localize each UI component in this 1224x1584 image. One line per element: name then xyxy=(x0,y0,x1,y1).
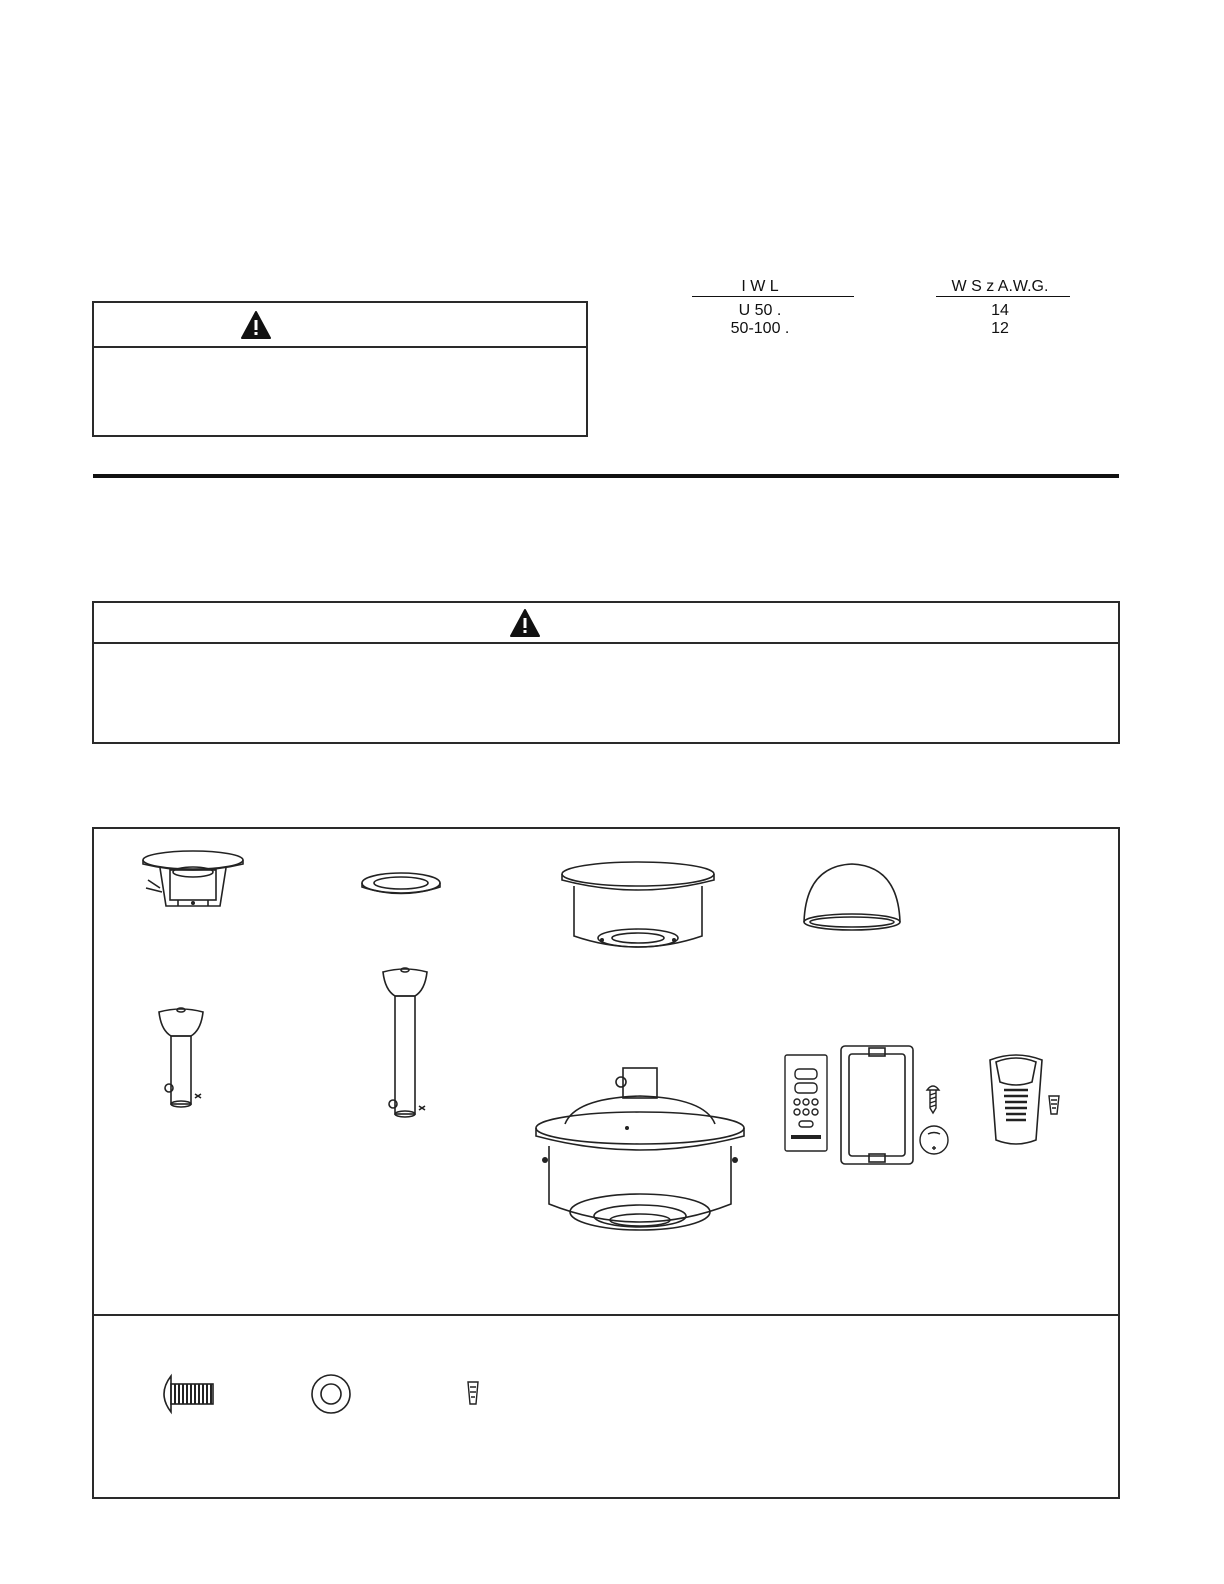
washer-illustration xyxy=(310,1373,352,1415)
wire-length-cell: U 50 . xyxy=(738,302,782,319)
wire-nut-illustration xyxy=(1047,1094,1061,1116)
warning-box-2 xyxy=(92,601,1120,744)
screw-illustration xyxy=(925,1084,941,1114)
warning-triangle-icon xyxy=(241,311,271,339)
bolt-illustration xyxy=(157,1374,217,1414)
hanger-bracket-illustration xyxy=(138,848,248,913)
wire-table-row xyxy=(660,320,1120,340)
warning-triangle-icon xyxy=(510,609,540,637)
warning-box-header xyxy=(94,603,1118,644)
wall-plate-illustration xyxy=(839,1044,915,1166)
wire-gauge-cell: 12 xyxy=(991,320,1009,337)
warning-box-header xyxy=(94,303,586,348)
remote-transmitter-illustration xyxy=(783,1053,829,1153)
fan-motor-assembly-illustration xyxy=(535,1064,745,1244)
wire-table-header-size: W S z A.W.G. xyxy=(951,278,1049,295)
header-underline-1 xyxy=(692,296,854,297)
glass-shade-illustration xyxy=(800,860,904,932)
wire-table-row xyxy=(660,302,1120,322)
wire-table-header-length: I W L xyxy=(741,278,779,295)
wire-length-cell: 50-100 . xyxy=(730,320,790,337)
wire-gauge-cell: 14 xyxy=(991,302,1009,319)
header-underline-2 xyxy=(936,296,1070,297)
motor-housing-canopy-illustration xyxy=(560,860,716,952)
battery-illustration xyxy=(918,1124,950,1156)
canopy-trim-ring-illustration xyxy=(360,870,442,898)
receiver-illustration xyxy=(988,1050,1044,1148)
short-downrod-illustration xyxy=(155,1006,207,1110)
warning-box-1 xyxy=(92,301,588,437)
wire-table-header xyxy=(660,278,1120,298)
wire-nut-illustration xyxy=(466,1380,480,1406)
long-downrod-illustration xyxy=(379,966,431,1120)
section-divider xyxy=(93,474,1119,478)
